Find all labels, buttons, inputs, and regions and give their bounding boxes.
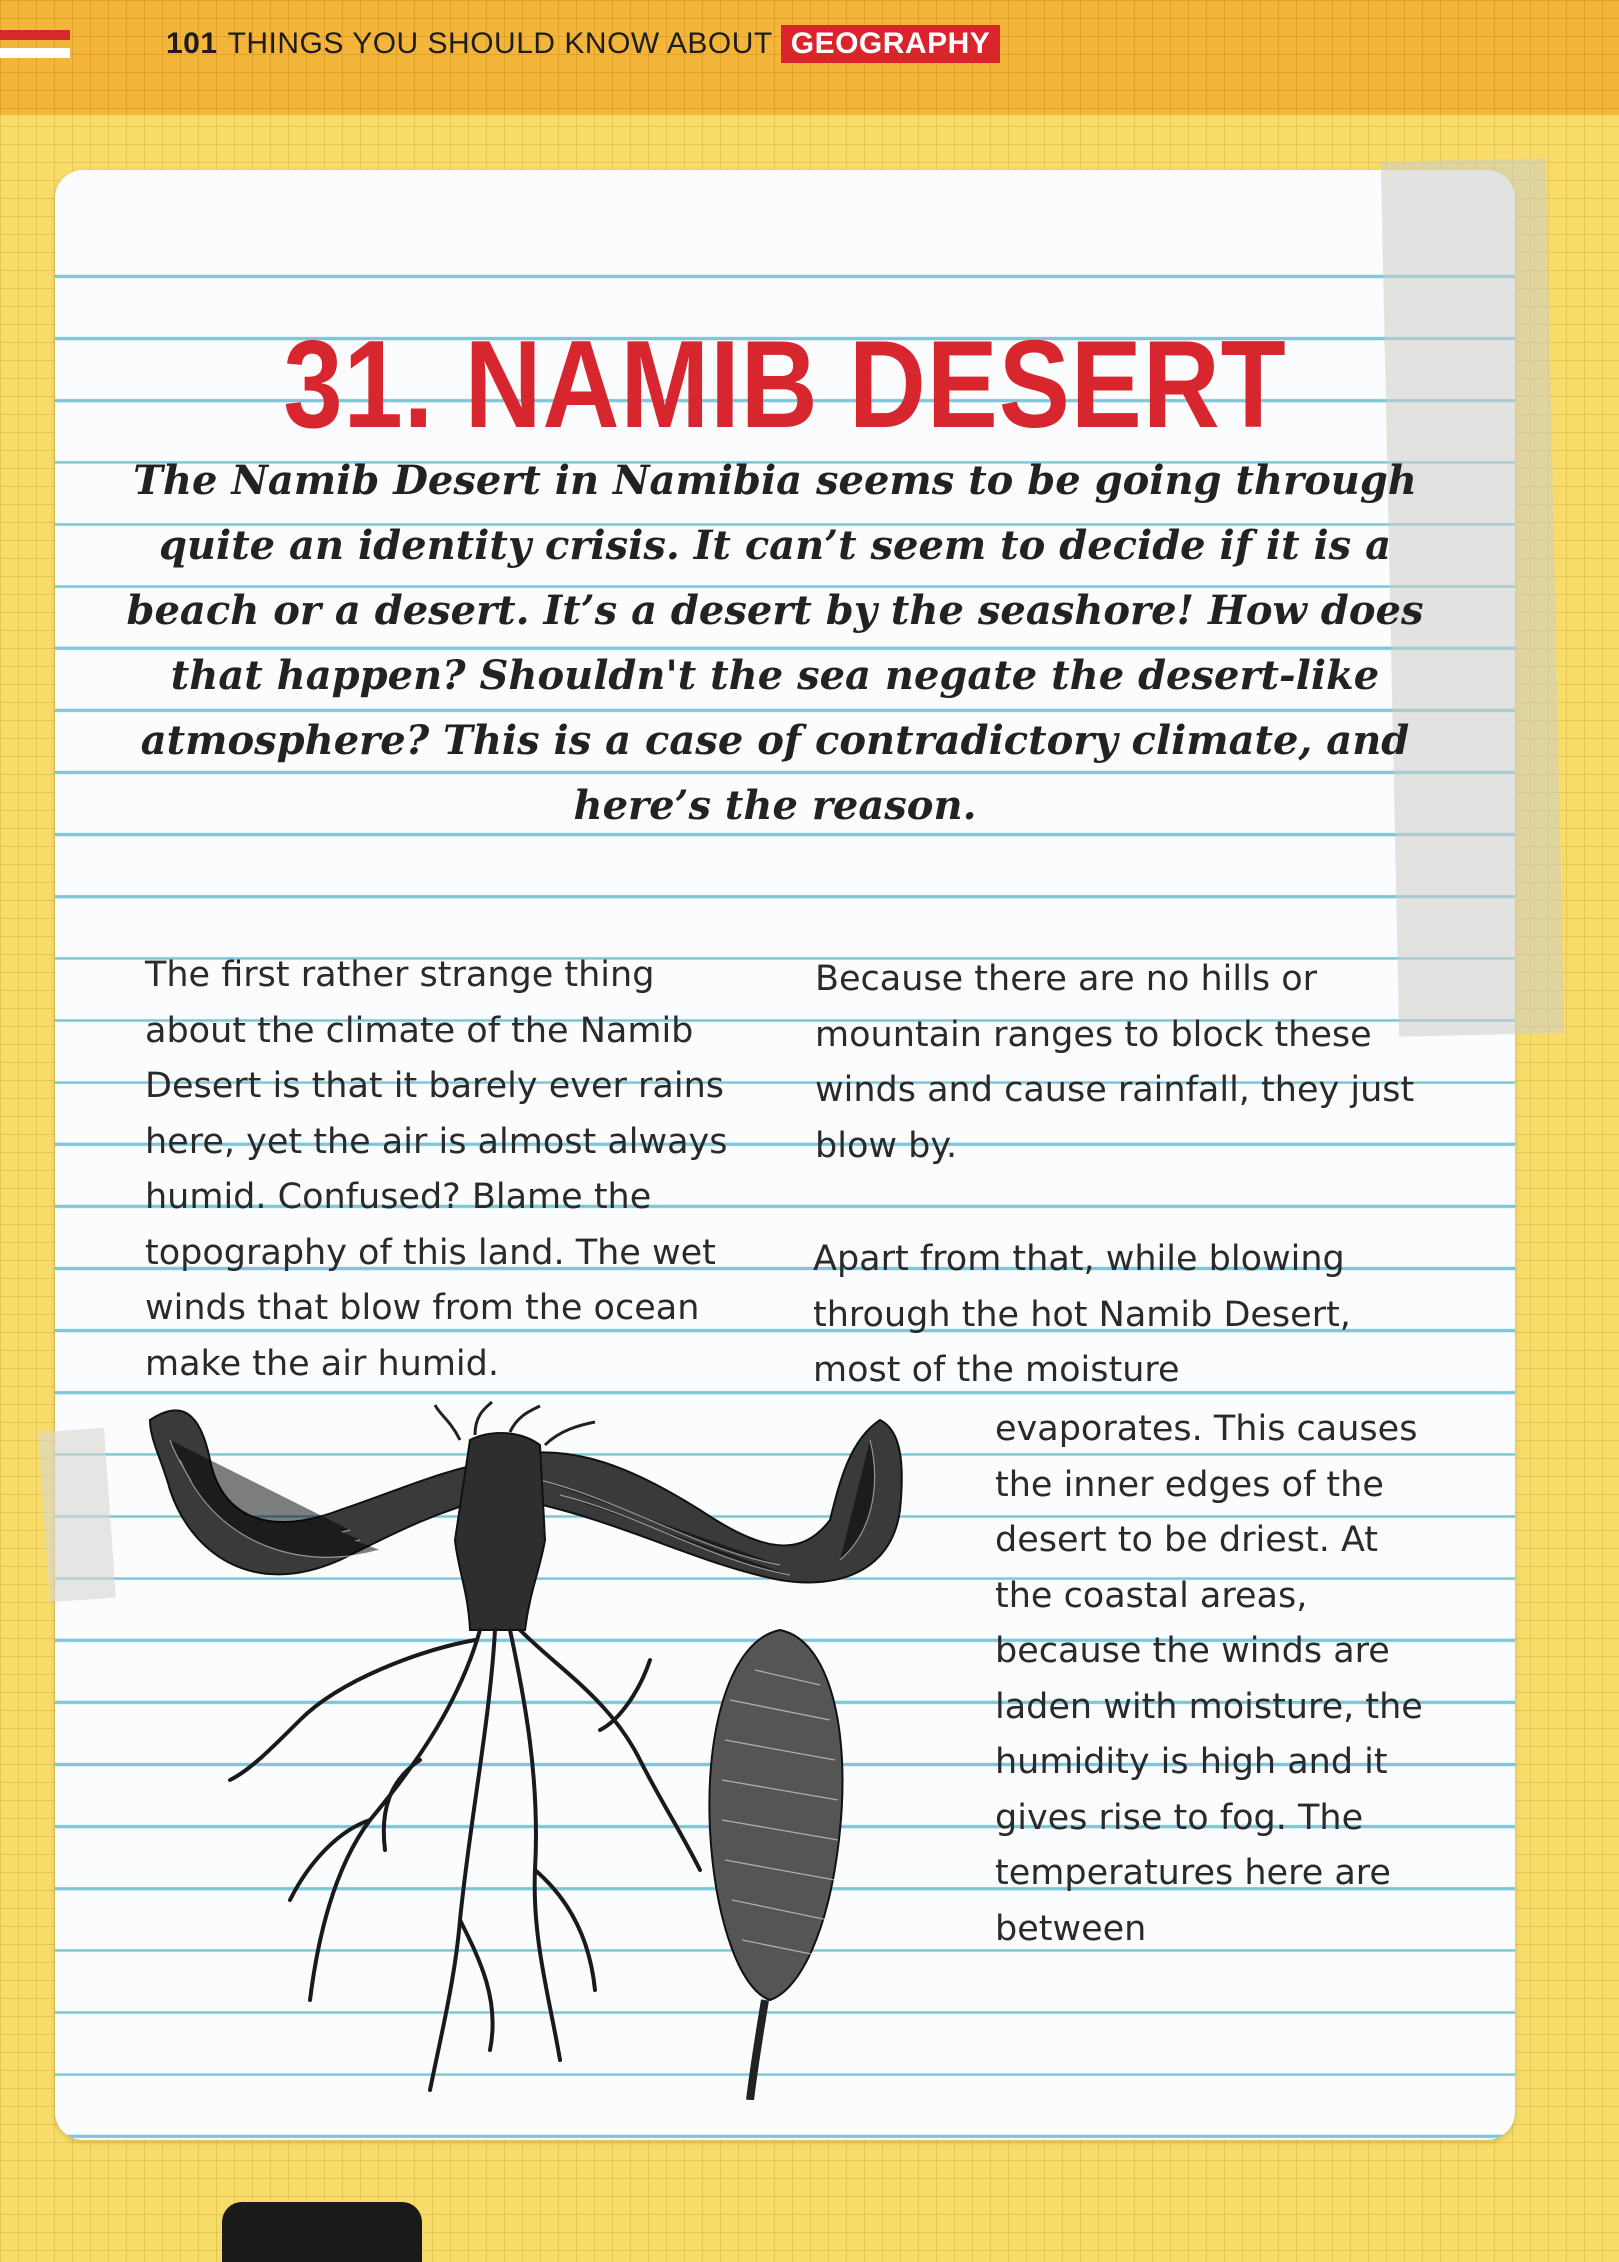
welwitschia-plant-illustration: [140, 1400, 980, 2100]
body-left-column: The first rather strange thing about the climate of the Namib Desert is that it barely ever rains here, yet the air is almost always humid. Confused? Blame the topography of this land. The wet winds that blow from the ocean make the air humid.: [145, 955, 728, 1384]
corner-stripe-red: [0, 30, 70, 40]
body-right-paragraph-2: Apart from that, while blowing through the hot Namib Desert, most of the moisture: [813, 1239, 1351, 1390]
running-head-number: 101: [166, 27, 218, 60]
intro-paragraph: The Namib Desert in Namibia seems to be going through quite an identity crisis. It can’t seem to decide if it is a beach or a desert. It’s a desert by the seashore! How does that happen? Shouldn't the sea negate the desert-like atmosphere? This is a case of contradictory climate, and here’s the reason.: [126, 457, 1424, 829]
body-right-paragraph-1: Because there are no hills or mountain ranges to block these winds and cause rainfall, they just blow by.: [815, 959, 1415, 1166]
body-right-paragraph-3: evaporates. This causes the inner edges of the desert to be driest. At the coastal areas, because the winds are laden with moisture, the humidity is high and it gives rise to fog. The temperatures here are between: [995, 1409, 1423, 1949]
running-head: [166, 22, 1000, 66]
tape-strip-left: [38, 1428, 116, 1602]
running-head-badge: GEOGRAPHY: [781, 25, 1001, 63]
running-head-text: THINGS YOU SHOULD KNOW ABOUT: [227, 27, 773, 60]
page-number-tab: [222, 2202, 422, 2262]
page-title: 31. NAMIB DESERT: [283, 316, 1287, 455]
corner-stripe-white: [0, 48, 70, 58]
